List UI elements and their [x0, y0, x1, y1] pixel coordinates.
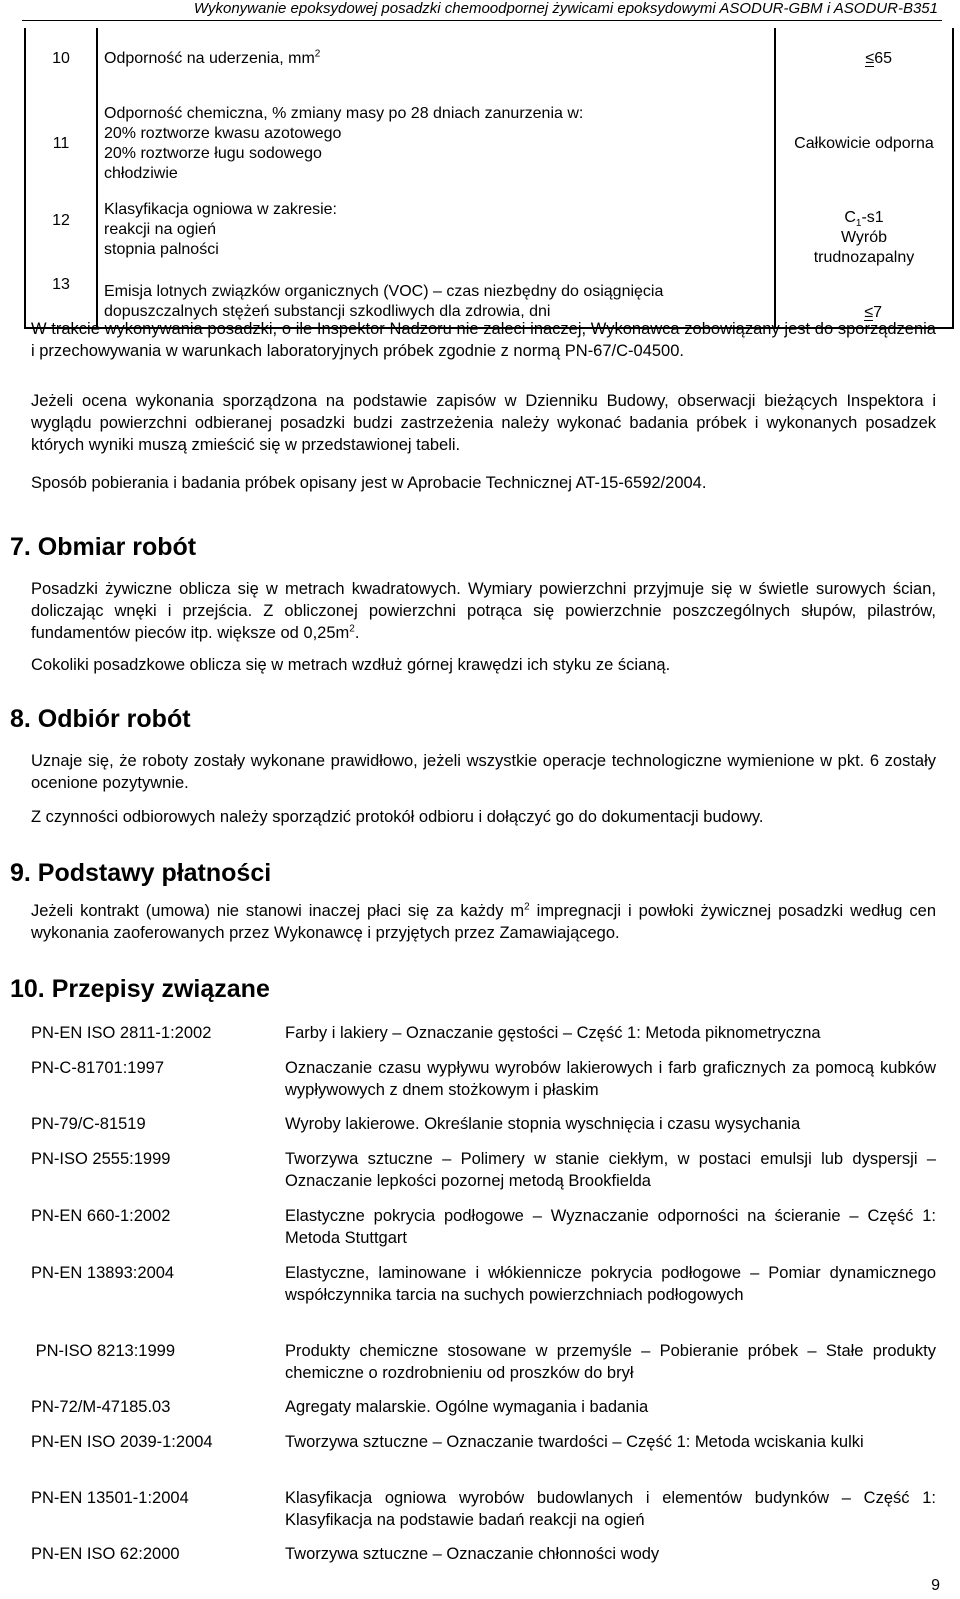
row-value: Całkowicie odporna: [775, 90, 953, 198]
paragraph-samples: W trakcie wykonywania posadzki, o ile Inspektor Nadzoru nie zaleci inaczej, Wykonawca zobowiązany jest do sporządzenia i przechowywania w warunkach laboratoryjnych próbek zgodnie z normą PN-67/C-04500.: [31, 320, 936, 360]
row-number: 12: [25, 198, 97, 276]
paragraph-protocol: Z czynności odbiorowych należy sporządzić protokół odbioru i dołączyć go do dokumentacji budowy.: [31, 808, 764, 826]
norm-title: Tworzywa sztuczne – Polimery w stanie ciekłym, w postaci emulsji lub dyspersji – Oznaczanie lepkości pozornej metodą Brookfielda: [285, 1150, 936, 1190]
row-description: Emisja lotnych związków organicznych (VOC) – czas niezbędny do osiągnięcia dopuszczalnych stężeń substancji szkodliwych dla zdrowia, dni: [97, 276, 775, 328]
table-row: [25, 198, 953, 276]
norm-title: Tworzywa sztuczne – Oznaczanie twardości – Część 1: Metoda wciskania kulki: [285, 1433, 864, 1451]
norm-title: Oznaczanie czasu wypływu wyrobów lakierowych i farb graficznych za pomocą kubków wypływowych z dnem stożkowym i płaskim: [285, 1059, 936, 1099]
paragraph-measurement: Posadzki żywiczne oblicza się w metrach kwadratowych. Wymiary powierzchni przyjmuje się w świetle surowych ścian, doliczając wnęki i przejścia. Z obliczonej powierzchni potrąca się powierzchnie poszczególnych słupów, pilastrów, fundamentów pieców itp. większe od $0,25m^2$.: [31, 580, 936, 642]
section-heading-10: 10. Przepisy związane: [10, 975, 270, 1003]
norm-code: PN-79/C-81519: [31, 1115, 146, 1133]
row-value: ≤7: [775, 276, 953, 328]
row-number: 11: [25, 90, 97, 198]
paragraph-assessment: Jeżeli ocena wykonania sporządzona na podstawie zapisów w Dzienniku Budowy, obserwacji bieżących Inspektora i wyglądu powierzchni odbieranej posadzki budzi zastrzeżenia należy wykonać badania próbek i wykonanych posadzek których wyniki muszą zmieścić się w przedstawionej tabeli.: [31, 392, 936, 454]
page-number: 9: [931, 1577, 940, 1594]
section-heading-7: 7. Obmiar robót: [10, 533, 197, 561]
norm-title: Klasyfikacja ogniowa wyrobów budowlanych i elementów budynków – Część 1: Klasyfikacja na podstawie badań reakcji na ogień: [285, 1489, 936, 1529]
paragraph-skirting: Cokoliki posadzkowe oblicza się w metrach wzdłuż górnej krawędzi ich styku ze ścianą.: [31, 656, 671, 674]
paragraph-payment: Jeżeli kontrakt (umowa) nie stanowi inaczej płaci się za każdy $m^2$ impregnacji i powłoki żywicznej posadzki według cen wykonania zaoferowanych przez Wykonawcę i przyjętych przez Zamawiającego.: [31, 901, 936, 942]
norm-title: Produkty chemiczne stosowane w przemyśle – Pobieranie próbek – Stałe produkty chemiczne o rozdrobnieniu od proszków do brył: [285, 1342, 936, 1382]
properties-table: [24, 28, 954, 329]
norm-title: Elastyczne, laminowane i włókiennicze pokrycia podłogowe – Pomiar dynamicznego współczynnika tarcia na suchych powierzchniach podłogowych: [285, 1264, 936, 1304]
norm-code: PN-ISO 2555:1999: [31, 1150, 171, 1168]
norm-code: PN-EN 13893:2004: [31, 1264, 175, 1282]
norm-title: Tworzywa sztuczne – Oznaczanie chłonności wody: [285, 1545, 660, 1563]
section-heading-8: 8. Odbiór robót: [10, 705, 191, 733]
section-heading-9: 9. Podstawy płatności: [10, 859, 272, 887]
norm-code: PN-EN 660-1:2002: [31, 1207, 171, 1225]
row-value: ≤65: [775, 28, 953, 90]
norm-code: PN-EN ISO 2039-1:2004: [31, 1433, 213, 1451]
norm-code: PN-ISO 8213:1999: [31, 1342, 176, 1360]
norm-code: PN-C-81701:1997: [31, 1059, 164, 1077]
row-number: 10: [25, 28, 97, 90]
norm-code: PN-72/M-47185.03: [31, 1398, 171, 1416]
header-rule: [22, 20, 942, 21]
norm-title: Agregaty malarskie. Ogólne wymagania i badania: [285, 1398, 649, 1416]
row-description: Odporność na uderzenia, $mm^2$: [97, 28, 775, 90]
norm-code: PN-EN ISO 2811-1:2002: [31, 1024, 212, 1042]
norm-code: PN-EN 13501-1:2004: [31, 1489, 189, 1507]
norm-title: Elastyczne pokrycia podłogowe – Wyznaczanie odporności na ścieranie – Część 1: Metoda Stuttgart: [285, 1207, 936, 1247]
norm-code: PN-EN ISO 62:2000: [31, 1545, 180, 1563]
norm-title: Wyroby lakierowe. Określanie stopnia wyschnięcia i czasu wysychania: [285, 1115, 801, 1133]
running-header: Wykonywanie epoksydowej posadzki chemoodpornej żywicami epoksydowymi ASODUR-GBM i ASODUR-B351: [193, 0, 938, 17]
row-description: Klasyfikacja ogniowa w zakresie: reakcji na ogień stopnia palności: [97, 198, 775, 276]
row-description: Odporność chemiczna, % zmiany masy po 28 dniach zanurzenia w: 20% roztworze kwasu azotowego 20% roztworze ługu sodowego chłodziwie: [97, 90, 775, 198]
table-row: [25, 28, 953, 90]
row-value: $C_1-s1$ Wyrób trudnozapalny: [775, 198, 953, 276]
row-number: 13: [25, 276, 97, 328]
table-row: [25, 90, 953, 198]
paragraph-acceptance: Uznaje się, że roboty zostały wykonane prawidłowo, jeżeli wszystkie operacje technologiczne wymienione w pkt. 6 zostały ocenione pozytywnie.: [31, 752, 936, 792]
norm-title: Farby i lakiery – Oznaczanie gęstości – Część 1: Metoda piknometryczna: [285, 1024, 821, 1042]
paragraph-approval: Sposób pobierania i badania próbek opisany jest w Aprobacie Technicznej AT-15-6592/2004.: [31, 474, 707, 492]
